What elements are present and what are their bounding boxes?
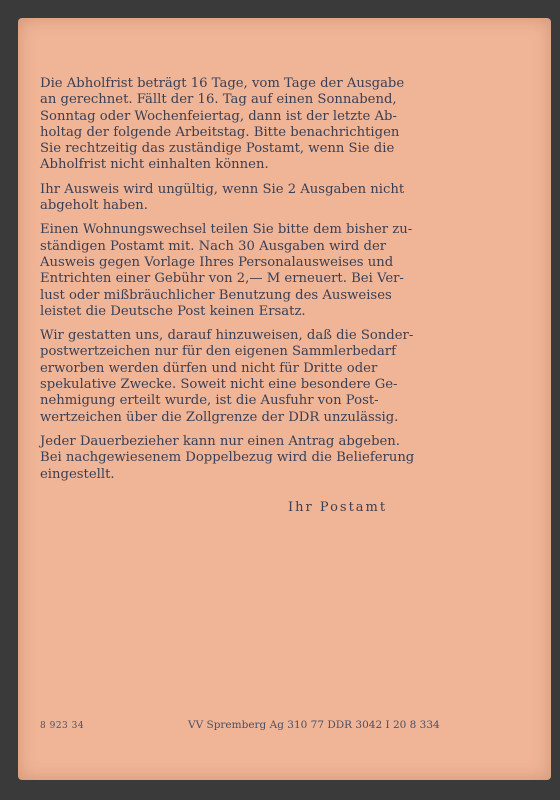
paragraph-address-change: Einen Wohnungswechsel teilen Sie bitte dem bisher zu- ständigen Postamt mit. Nach 30 Ausgaben wird der Ausweis gegen Vorlage Ihres Personalausweises und Entrichten einer Gebühr von 2,— M erneuert. Bei Ver- lust oder mißbräuchlicher Benutzung des Ausweises leistet die Deutsche Post keinen Ersatz. xyxy=(40,222,413,319)
paragraph-pickup-period: Die Abholfrist beträgt 16 Tage, vom Tage der Ausgabe an gerechnet. Fällt der 16. Tag auf einen Sonnabend, Sonntag oder Wochenfeiertag, dann ist der letzte Ab- holtag der folgende Arbeitstag. Bitte benachrichtigen Sie rechtzeitig das zuständige Postamt, wenn Sie die Abholfrist nicht einhalten können. xyxy=(40,76,405,173)
paragraph-id-validity: Ihr Ausweis wird ungültig, wenn Sie 2 Ausgaben nicht abgeholt haben. xyxy=(40,181,405,214)
paragraph-special-stamps: Wir gestatten uns, darauf hinzuweisen, daß die Sonder- postwertzeichen nur für den eigenen Sammlerbedarf erworben werden dürfen und nicht für Dritte oder spekulative Zwecke. Soweit nicht eine besondere Ge- nehmigung erteilt wurde, ist die Ausfuhr von Post- wertzeichen über die Zollgrenze der DDR unzulässig. xyxy=(40,328,414,425)
notice-text xyxy=(40,76,482,491)
paragraph-single-application: Jeder Dauerbezieher kann nur einen Antrag abgeben. Bei nachgewiesenem Doppelbezug wird die Belieferung eingestellt. xyxy=(40,433,415,482)
form-number: 8 923 34 xyxy=(40,721,85,731)
signature: Ihr Postamt xyxy=(288,500,388,515)
print-info: VV Spremberg Ag 310 77 DDR 3042 I 20 8 334 xyxy=(188,719,440,731)
postal-card xyxy=(18,18,551,780)
